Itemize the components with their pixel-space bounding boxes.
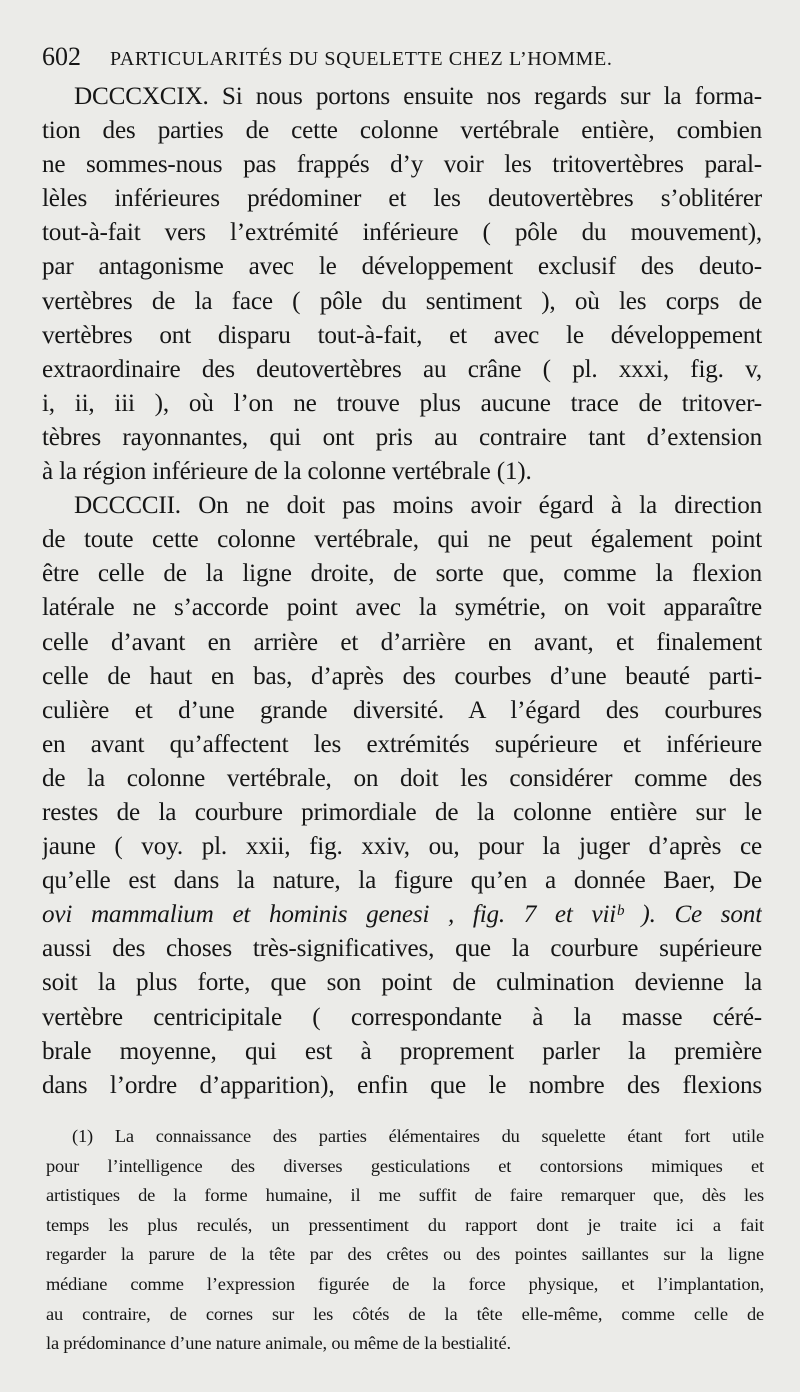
text-line: culière et d’une grande diversité. A l’égard des courbures (42, 696, 762, 724)
text-line: brale moyenne, qui est à proprement parler la première (42, 1037, 762, 1065)
page-number: 602 (42, 42, 81, 71)
footnote-line: temps les plus reculés, un pressentiment du rapport dont je traite ici a fait (46, 1214, 764, 1235)
footnote-line: la prédominance d’une nature animale, ou même de la bestialité. (46, 1333, 511, 1354)
text-line: de la colonne vertébrale, on doit les considérer comme des (42, 764, 762, 792)
text-line: dans l’ordre d’apparition), enfin que le nombre des flexions (42, 1071, 762, 1099)
footnote-line: pour l’intelligence des diverses gesticulations et contorsions mimiques et (46, 1155, 764, 1176)
text-line: de toute cette colonne vertébrale, qui ne peut également point (42, 526, 762, 554)
text-line: restes de la courbure primordiale de la colonne entière sur le (42, 798, 762, 826)
text-line: ne sommes-nous pas frappés d’y voir les tritovertèbres paral- (42, 151, 762, 179)
text-line: i, ii, iii ), où l’on ne trouve plus aucune trace de tritover- (42, 389, 762, 417)
text-line: vertèbres de la face ( pôle du sentiment ), où les corps de (42, 287, 762, 315)
text-line: tion des parties de cette colonne vertébrale entière, combien (42, 117, 762, 145)
footnote-line: artistiques de la forme humaine, il me suffit de faire remarquer que, dès les (46, 1185, 764, 1206)
text-line: celle de haut en bas, d’après des courbes d’une beauté parti- (42, 662, 762, 690)
footnote-line: au contraire, de cornes sur les côtés de la tête elle-même, comme celle de (46, 1303, 764, 1324)
footnote-line: regarder la parure de la tête par des crêtes ou des pointes saillantes sur la ligne (46, 1244, 764, 1265)
text-line: par antagonisme avec le développement exclusif des deuto- (42, 253, 762, 281)
footnote-line: médiane comme l’expression figurée de la force physique, et l’implantation, (46, 1273, 764, 1294)
text-line: extraordinaire des deutovertèbres au crâne ( pl. xxxi, fig. v, (42, 355, 762, 383)
text-line: vertèbres ont disparu tout-à-fait, et avec le développement (42, 321, 762, 349)
footnote (46, 1122, 764, 1359)
text-line: lèles inférieures prédominer et les deutovertèbres s’oblitérer (42, 185, 762, 213)
text-line: DCCCCII. On ne doit pas moins avoir égard à la direction (74, 492, 762, 520)
text-line: être celle de la ligne droite, de sorte que, comme la flexion (42, 560, 762, 588)
footnote-line: (1) La connaissance des parties élémentaires du squelette étant fort utile (72, 1126, 764, 1146)
text-line: soit la plus forte, que son point de culmination devienne la (42, 969, 762, 997)
text-line: celle d’avant en arrière et d’arrière en avant, et finalement (42, 628, 762, 656)
text-line: latérale ne s’accorde point avec la symétrie, on voit apparaître (42, 594, 762, 622)
text-line: DCCCXCIX. Si nous portons ensuite nos regards sur la forma- (74, 83, 762, 110)
text-line: en avant qu’affectent les extrémités supérieure et inférieure (42, 730, 762, 758)
running-title: PARTICULARITÉS DU SQUELETTE CHEZ L’HOMME. (110, 48, 613, 70)
page-header (42, 40, 762, 74)
text-line: qu’elle est dans la nature, la figure qu’en a donnée Baer, De (42, 867, 762, 895)
main-text (42, 80, 762, 1103)
text-line: jaune ( voy. pl. xxii, fig. xxiv, ou, pour la juger d’après ce (42, 833, 762, 861)
text-line: à la région inférieure de la colonne vertébrale (1). (42, 458, 532, 486)
text-line: aussi des choses très-significatives, que la courbure supérieure (42, 935, 762, 963)
text-line: tout-à-fait vers l’extrémité inférieure ( pôle du mouvement), (42, 219, 762, 247)
text-line: tèbres rayonnantes, qui ont pris au contraire tant d’extension (42, 423, 762, 451)
text-line: vertèbre centricipitale ( correspondante à la masse céré- (42, 1003, 762, 1031)
text-line: ovi mammalium et hominis genesi , fig. 7 et viiᵇ ). Ce sont (42, 901, 762, 929)
